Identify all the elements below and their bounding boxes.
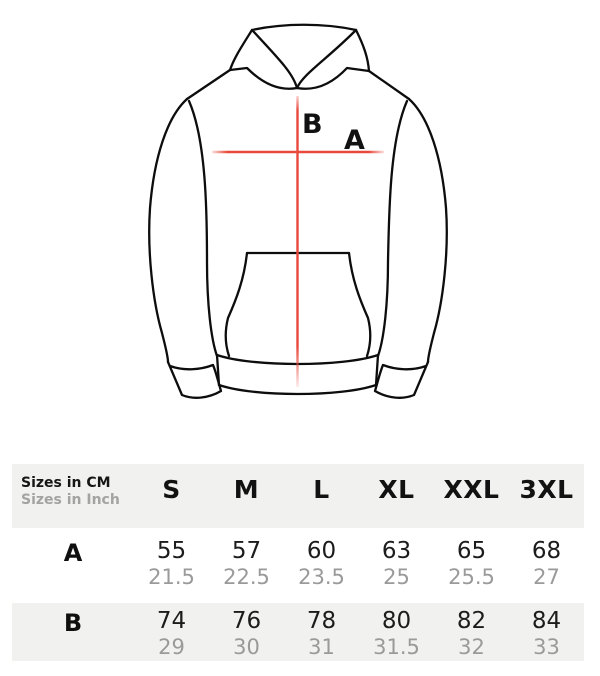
cm-value: 65 [456,538,487,564]
unit-header-cm: Sizes in CM [21,475,111,491]
cell-a-xxl [434,537,509,603]
row-label-a: A [63,539,83,567]
cm-value: 63 [381,538,412,564]
cm-value: 78 [306,608,337,634]
cell-a-l [284,537,359,603]
inch-value: 25.5 [448,565,495,590]
size-col-header-3xl: 3XL [519,475,574,504]
cell-b-s [134,607,209,661]
row-label-b: B [63,609,83,637]
inch-value: 29 [158,635,185,660]
inch-value: 31.5 [373,635,420,660]
cell-a-m [209,537,284,603]
size-col-header-l: L [313,475,330,504]
inch-value: 30 [233,635,260,660]
cell-b-l [284,607,359,661]
inch-value: 21.5 [148,565,195,590]
inch-value: 25 [383,565,410,590]
table-row-a [12,528,584,603]
cell-a-s [134,537,209,603]
cell-a-xl [359,537,434,603]
cm-value: 80 [381,608,412,634]
unit-header-inch: Sizes in Inch [21,491,120,508]
cm-value: 76 [231,608,262,634]
table-row-b [12,603,584,661]
cm-value: 60 [306,538,337,564]
cell-b-xxl [434,607,509,661]
inch-value: 32 [458,635,485,660]
cell-b-m [209,607,284,661]
size-col-header-m: M [233,475,260,504]
size-col-header-xxl: XXL [443,475,500,504]
inch-value: 31 [308,635,335,660]
size-col-header-s: S [162,475,181,504]
inch-value: 27 [533,565,560,590]
cm-value: 84 [531,608,562,634]
unit-header [12,475,134,528]
cm-value: 68 [531,538,562,564]
inch-value: 22.5 [223,565,270,590]
size-col-header-xl: XL [378,475,415,504]
table-header-row [12,464,584,528]
cell-a-3xl [509,537,584,603]
cell-b-xl [359,607,434,661]
hood [230,25,369,89]
label-b: B [302,109,323,140]
inch-value: 23.5 [298,565,345,590]
size-table [12,464,584,661]
cm-value: 57 [231,538,262,564]
label-a: A [344,125,365,156]
cm-value: 55 [156,538,187,564]
inch-value: 33 [533,635,560,660]
cm-value: 74 [156,608,187,634]
cell-b-3xl [509,607,584,661]
cm-value: 82 [456,608,487,634]
